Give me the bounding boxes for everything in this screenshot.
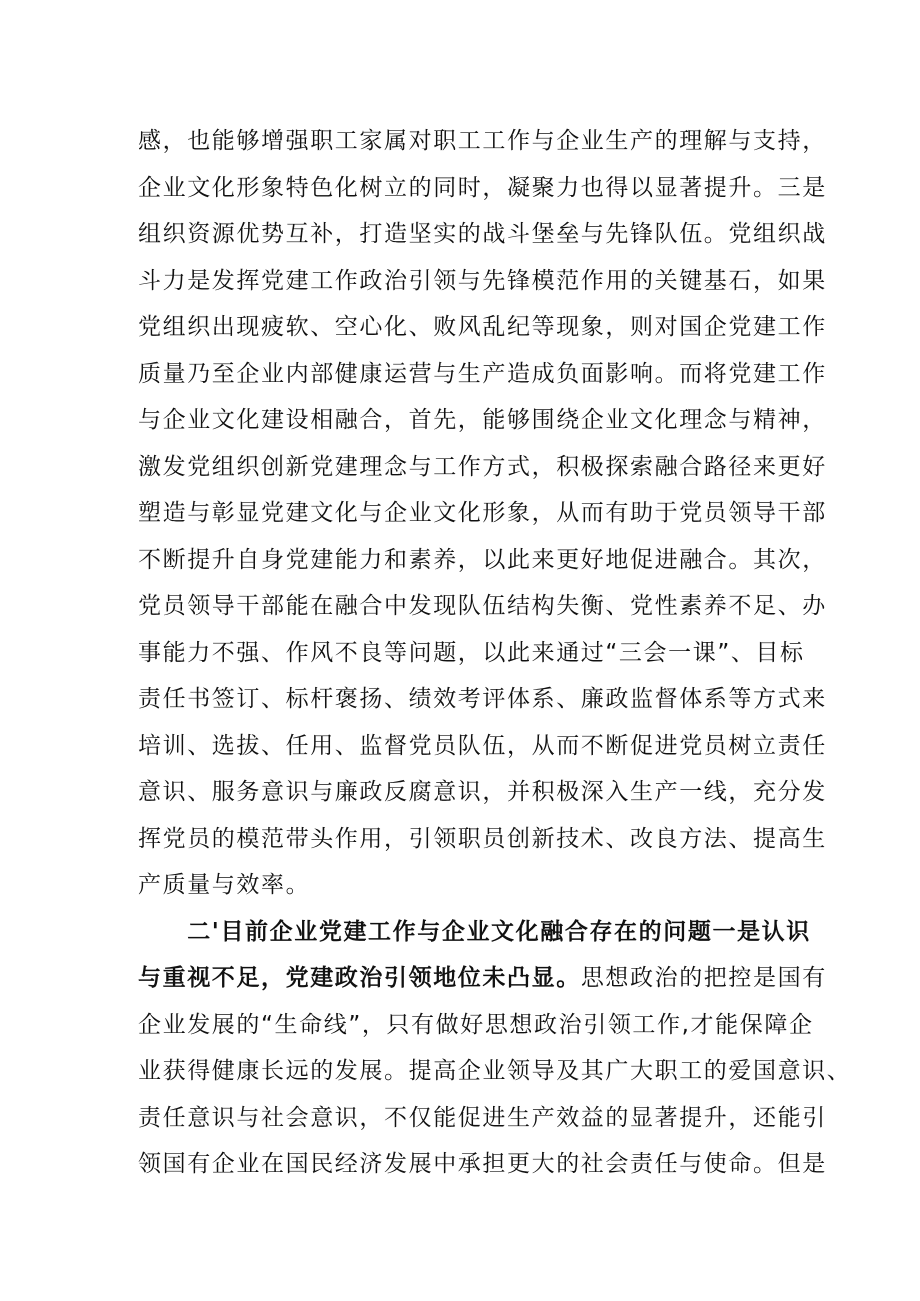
text-line: 质量乃至企业内部健康运营与生产造成负面影响。而将党建工作 (138, 360, 827, 387)
text-line: 与企业文化建设相融合，首先，能够围绕企业文化理念与精神， (138, 407, 827, 433)
text-line: 事能力不强、作风不良等问题，以此来通过“三会一课”、目标 (138, 639, 805, 666)
text-line: 企业文化形象特色化树立的同时，凝聚力也得以显著提升。三是 (138, 174, 827, 201)
text-line: 斗力是发挥党建工作政治引领与先锋模范作用的关键基石，如果 (138, 267, 827, 294)
text-line: 意识、服务意识与廉政反腐意识，并积极深入生产一线，充分发 (138, 779, 827, 805)
text-line: 产质量与效率。 (138, 872, 311, 898)
section-heading-line: 二'目前企业党建工作与企业文化融合存在的问题一是认识 (138, 918, 811, 945)
text-line: 感，也能够增强职工家属对职工工作与企业生产的理解与支持， (138, 128, 827, 154)
text-line: 不断提升自身党建能力和素养，以此来更好地促进融合。其次， (138, 546, 827, 573)
text-line (138, 955, 827, 1002)
text-line: 塑造与彰显党建文化与企业文化形象，从而有助于党员领导干部 (138, 500, 827, 526)
text-line: 组织资源优势互补，打造坚实的战斗堡垒与先锋队伍。党组织战 (138, 221, 827, 247)
text-line: 挥党员的模范带头作用，引领职员创新技术、改良方法、提高生 (138, 825, 827, 852)
text-line: 责任意识与社会意识，不仅能促进生产效益的显著提升，还能引 (138, 1104, 827, 1131)
text-line: 企业发展的“生命线”，只有做好思想政治引领工作,才能保障企 (138, 1011, 814, 1038)
text-line: 党员领导干部能在融合中发现队伍结构失衡、党性素养不足、办 (138, 593, 827, 619)
text-line: 业获得健康长远的发展。提高企业领导及其广大职工的爱国意识、 (138, 1058, 852, 1084)
document-body (138, 118, 852, 1188)
text-line: 领国有企业在国民经济发展中承担更大的社会责任与使命。但是 (138, 1151, 827, 1177)
text-line: 培训、选拔、任用、监督党员队伍，从而不断促进党员树立责任 (138, 732, 827, 759)
text-line: 激发党组织创新党建理念与工作方式，积极探索融合路径来更好 (138, 453, 827, 480)
text-line: 党组织出现疲软、空心化、败风乱纪等现象，则对国企党建工作 (138, 314, 827, 340)
text-run: 思想政治的把控是国有 (580, 965, 827, 991)
section-heading-tail: 与重视不足，党建政治引领地位未凸显。 (138, 965, 581, 991)
text-line: 责任书签订、标杆褒扬、绩效考评体系、廉政监督体系等方式来 (138, 686, 827, 712)
